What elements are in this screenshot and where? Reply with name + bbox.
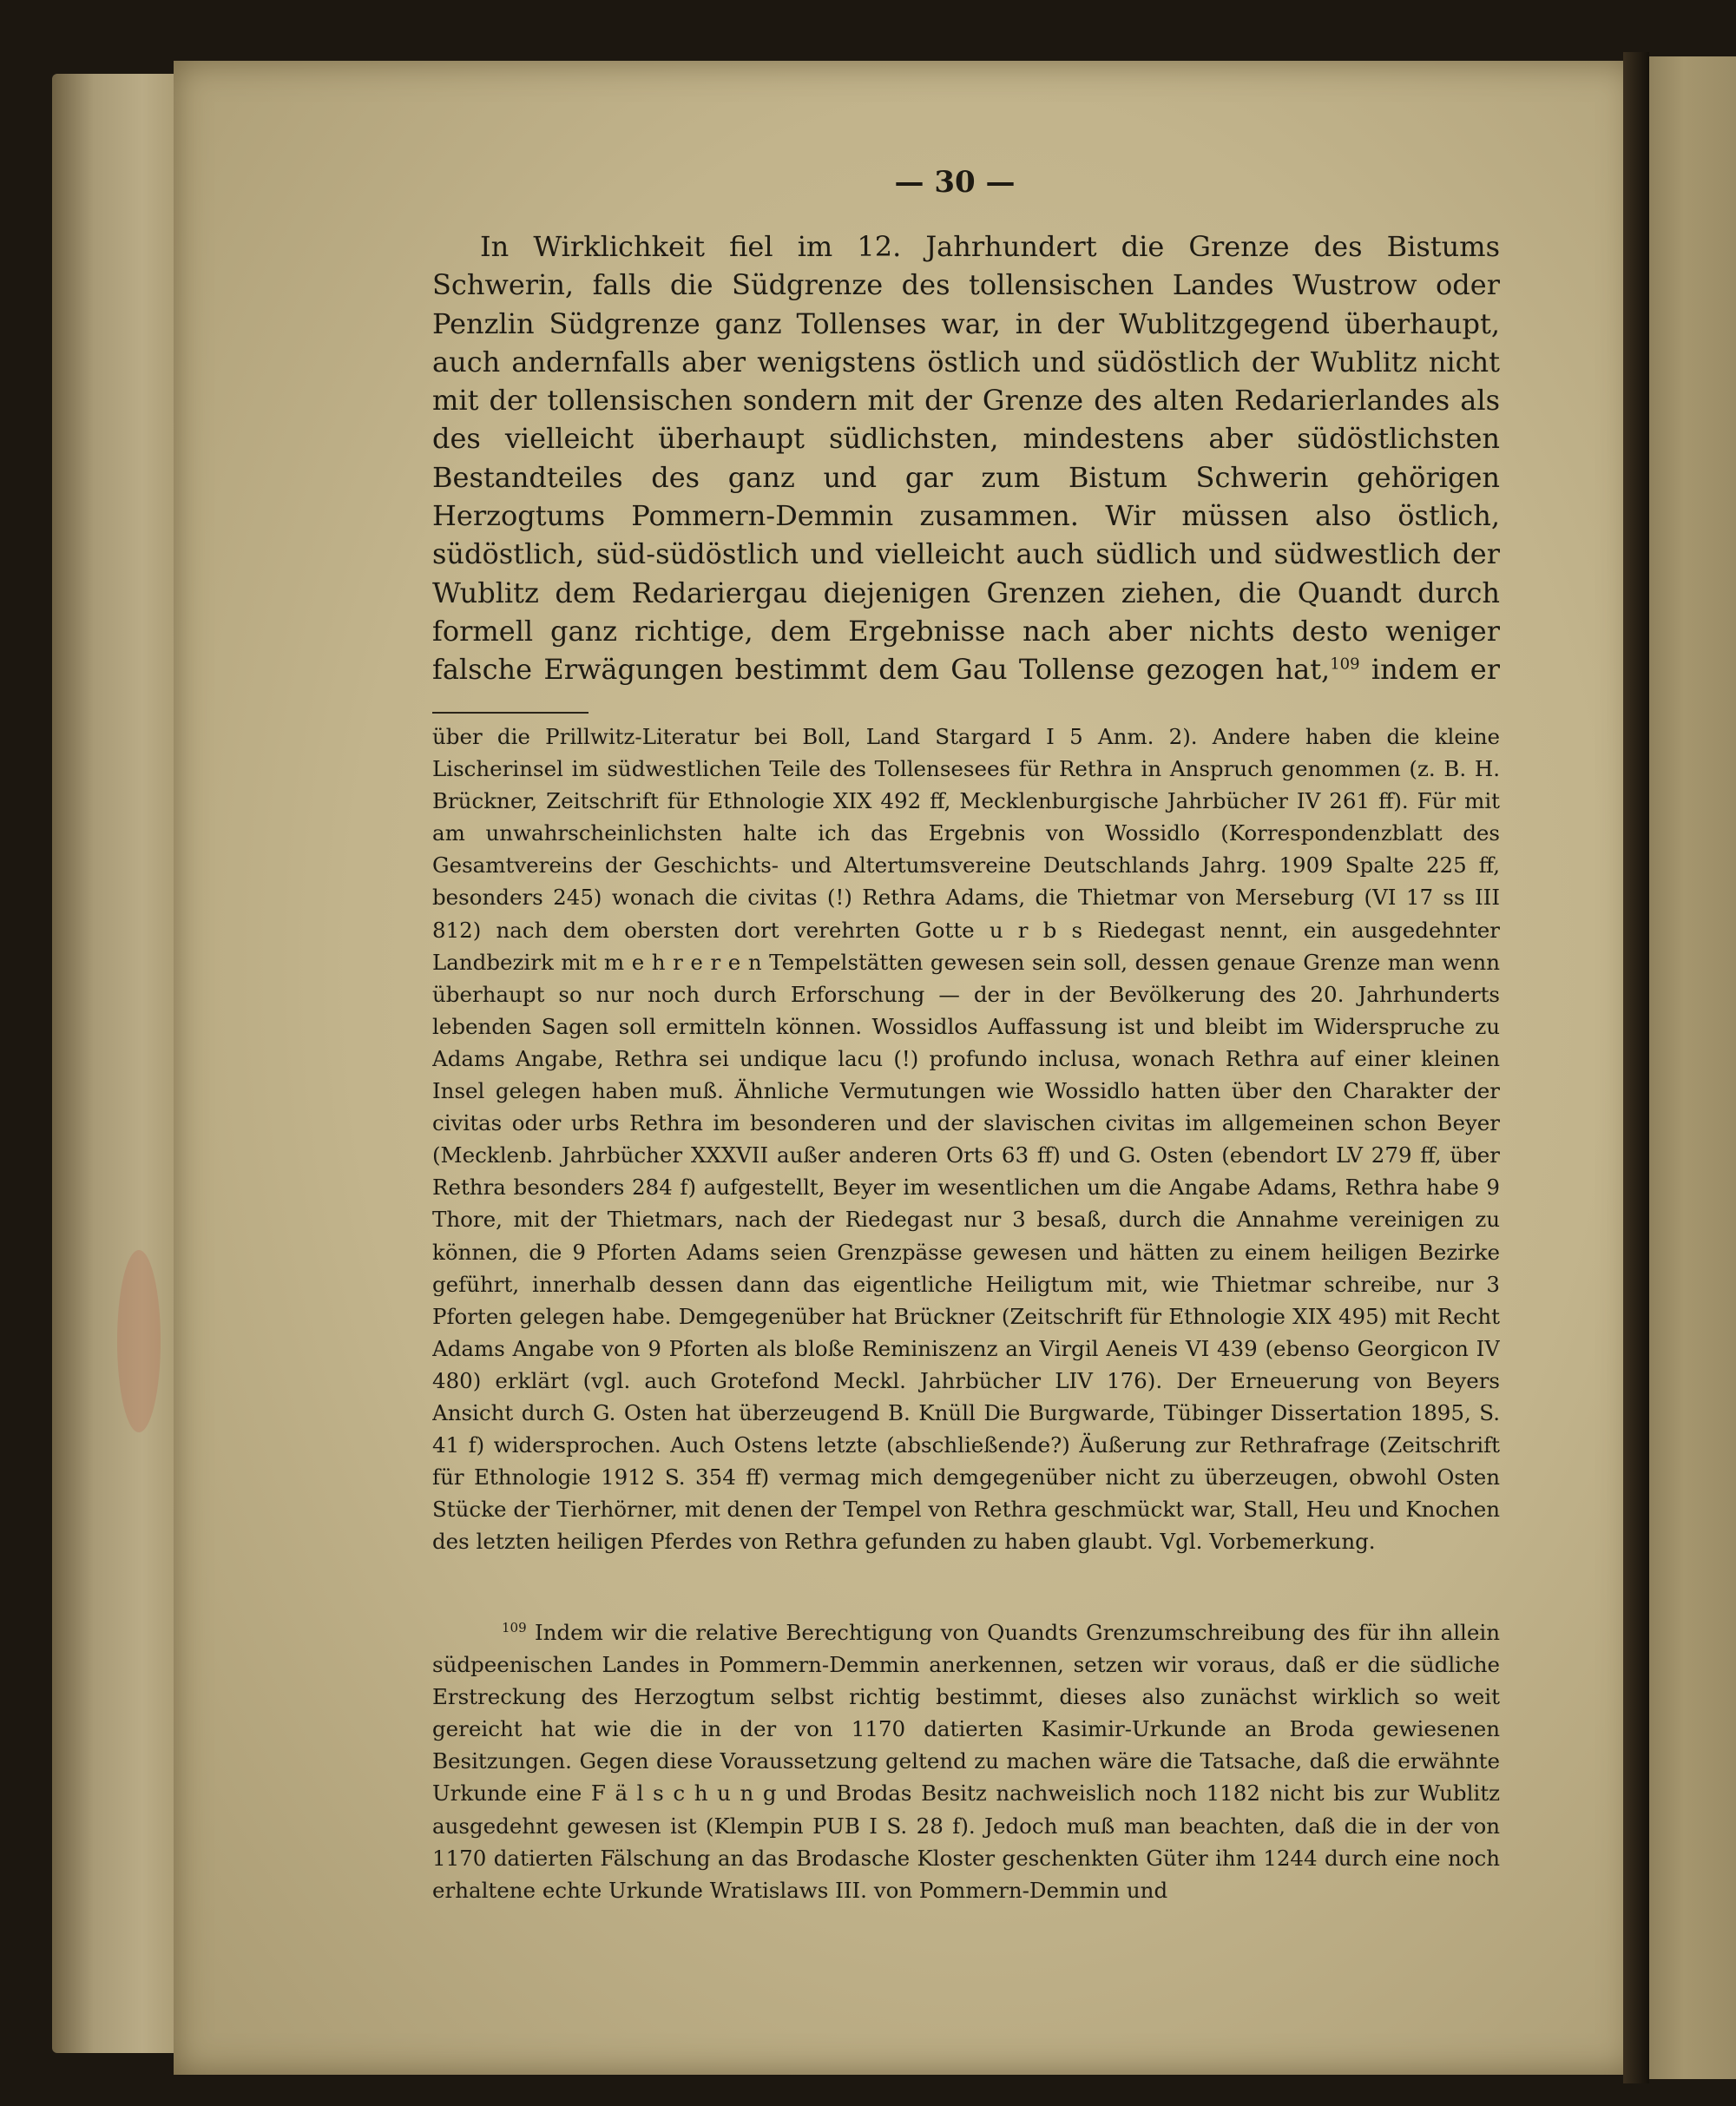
page-number: — 30 — xyxy=(894,165,1016,200)
main-text-body: In Wirklichkeit fiel im 12. Jahrhundert die Grenze des Bistums Schwerin, falls die Südgrenze des tollensischen Landes Wustrow oder Penzlin Südgrenze ganz Tollenses war, in der Wublitzgegend überhaupt, auch andernfalls aber wenigstens östlich und südöstlich der Wublitz nicht mit der tollensischen sondern mit der Grenze des alten Redarierlandes als des vielleicht überhaupt südlichsten, mindestens aber südöstlichsten Bestandteiles des ganz und gar zum Bistum Schwerin gehörigen Herzogtums Pommern-Demmin zusammen. Wir müssen also östlich, südöstlich, süd-südöstlich und vielleicht auch südlich und südwestlich der Wublitz dem Redariergau diejenigen Grenzen ziehen, die Quandt durch formell ganz richtige, dem Ergebnisse nach aber nichts desto weniger falsche Erwägungen bestimmt dem Gau Tollense gezogen hat, xyxy=(432,230,1500,687)
main-text xyxy=(432,227,1500,688)
footnote-reference: 109 xyxy=(1330,655,1360,674)
main-text-continuation: indem er xyxy=(1371,653,1500,687)
book-gutter xyxy=(1623,52,1649,2083)
facing-page-edge xyxy=(1649,56,1736,2079)
footnote-109 xyxy=(432,1616,1500,1912)
footnote-109-number: 109 xyxy=(502,1619,527,1635)
footnote-109-text: Indem wir die relative Berechtigung von Quandts Grenzumschreibung des für ihn allein südpeenischen Landes in Pommern-Demmin anerkennen, setzen wir voraus, daß er die südliche Erstreckung des Herzogtum selbst richtig bestimmt, dieses also zunächst wirklich so weit gereicht hat wie die in der von 1170 datierten Kasimir-Urkunde an Broda gewiesenen Besitzungen. Gegen diese Voraussetzung geltend zu machen wäre die Tatsache, daß die erwähnte Urkunde eine F ä l s c h u n g und Brodas Besitz nachweislich noch 1182 nicht bis zur Wublitz ausgedehnt gewesen ist (Klempin PUB I S. 28 f). Jedoch muß man beachten, daß die in der von 1170 datierten Fälschung an das Brodasche Kloster geschenkten Güter ihm 1244 durch eine noch erhaltene echte Urkunde Wratislaws III. von Pommern-Demmin und xyxy=(432,1620,1500,1903)
book-fore-edge xyxy=(52,74,191,2053)
footnote-continued: über die Prillwitz-Literatur bei Boll, Land Stargard I 5 Anm. 2). Andere haben die kleine Lischerinsel im südwestlichen Teile des Tollensesees für Rethra in Anspruch genommen (z. B. H. Brückner, Zeitschrift für Ethnologie XIX 492 ff, Mecklenburgische Jahrbücher IV 261 ff). Für mit am unwahrscheinlichsten halte ich das Ergebnis von Wossidlo (Korrespondenzblatt des Gesamtvereins der Geschichts- und Altertumsvereine Deutschlands Jahrg. 1909 Spalte 225 ff, besonders 245) wonach die civitas (!) Rethra Adams, die Thietmar von Merseburg (VI 17 ss III 812) nach dem obersten dort verehrten Gotte u r b s Riedegast nennt, ein ausgedehnter Landbezirk mit m e h r e r e n Tempelstätten gewesen sein soll, dessen genaue Grenze man wenn überhaupt so nur noch durch Erforschung — der in der Bevölkerung des 20. Jahrhunderts lebenden Sagen soll ermitteln können. Wossidlos Auffassung ist und bleibt im Widerspruche zu Adams Angabe, Rethra sei undique lacu (!) profundo inclusa, wonach Rethra auf einer kleinen Insel gelegen haben muß. Ähnliche Vermutungen wie Wossidlo hatten über den Charakter der civitas oder urbs Rethra im besonderen und der slavischen civitas im allgemeinen schon Beyer (Mecklenb. Jahrbücher XXXVII außer anderen Orts 63 ff) und G. Osten (ebendort LV 279 ff, über Rethra besonders 284 f) aufgestellt, Beyer im wesentlichen um die Angabe Adams, Rethra habe 9 Thore, mit der Thietmars, nach der Riedegast nur 3 besaß, durch die Annahme vereinigen zu können, die 9 Pforten Adams seien Grenzpässe gewesen und hätten zu einem heiligen Bezirke geführt, innerhalb dessen dann das eigentliche Heiligtum mit, wie Thietmar schreibe, nur 3 Pforten gelegen habe. Demgegenüber hat Brückner (Zeitschrift für Ethnologie XIX 495) mit Recht Adams Angabe von 9 Pforten als bloße Reminiszenz an Virgil Aeneis VI 439 (ebenso Georgicon IV 480) erklärt (vgl. auch Grotefond Meckl. Jahrbücher LIV 176). Der Erneuerung von Beyers Ansicht durch G. Osten hat überzeugend B. Knüll Die Burgwarde, Tübinger Dissertation 1895, S. 41 f) widersprochen. Auch Ostens letzte (abschließende?) Äußerung zur Rethrafrage (Zeitschrift für Ethnologie 1912 S. 354 ff) vermag mich demgegenüber nicht zu überzeugen, obwohl Osten Stücke der Tierhörner, mit denen der Tempel von Rethra geschmückt war, Stall, Heu und Knochen des letzten heiligen Pferdes von Rethra gefunden zu haben glaubt. Vgl. Vorbemerkung. xyxy=(432,724,1500,1555)
paper-stain xyxy=(117,1250,161,1432)
footnote-separator xyxy=(432,712,589,714)
